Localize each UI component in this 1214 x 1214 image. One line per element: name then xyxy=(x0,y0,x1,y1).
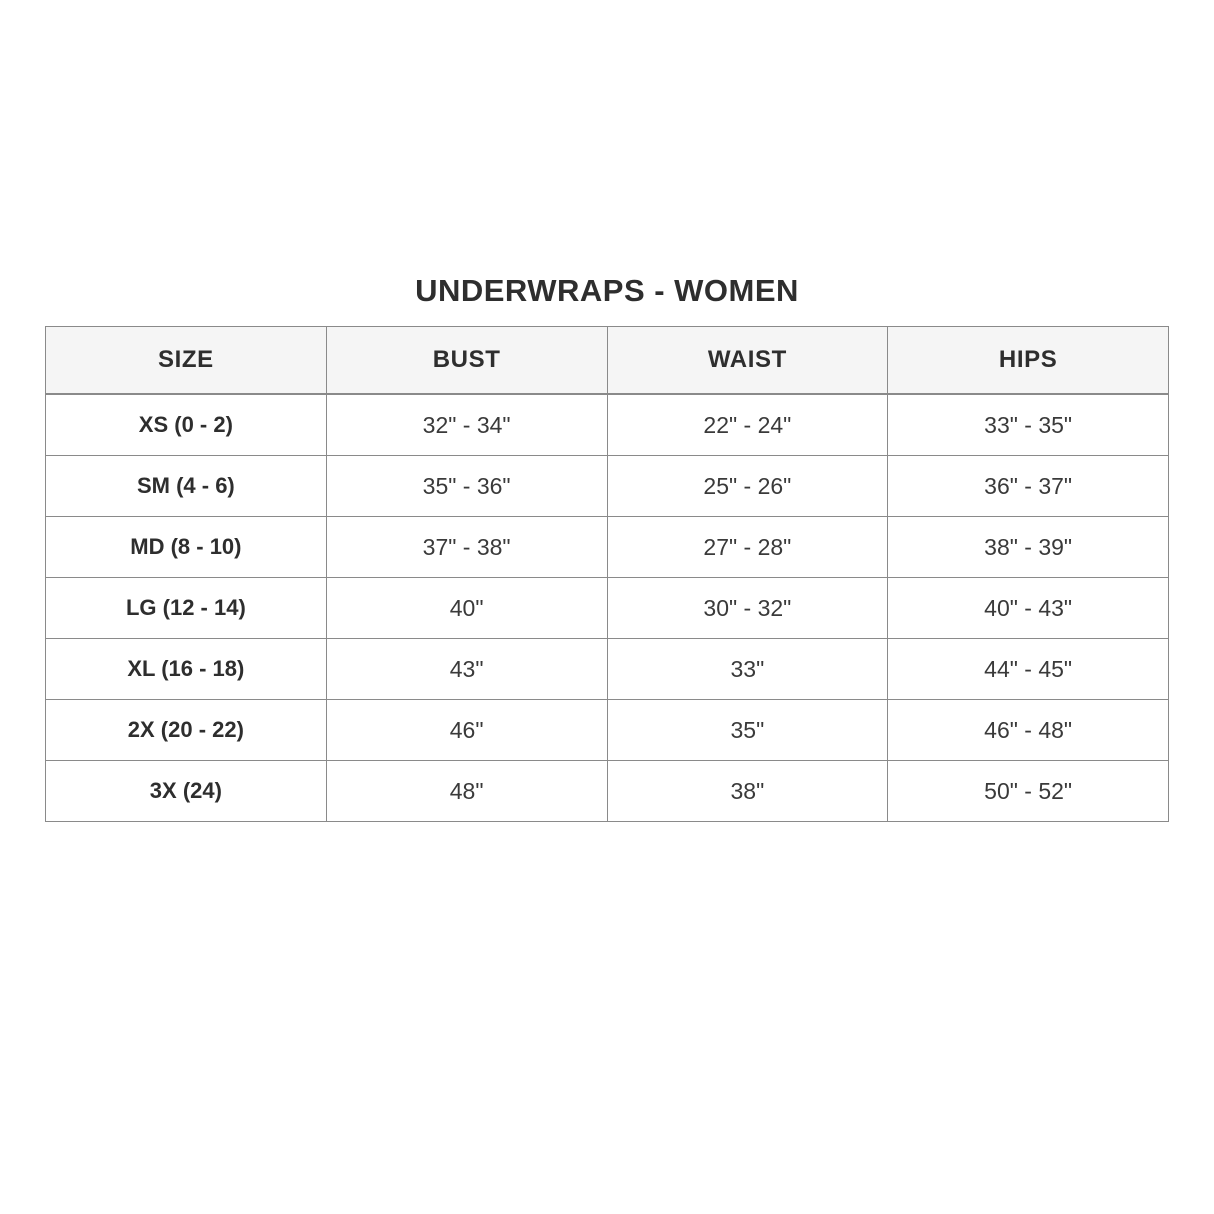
cell-bust: 32" - 34" xyxy=(326,394,607,456)
table-row xyxy=(46,761,1169,822)
cell-size: 3X (24) xyxy=(46,761,327,822)
cell-waist: 38" xyxy=(607,761,888,822)
cell-waist: 35" xyxy=(607,700,888,761)
cell-size: XL (16 - 18) xyxy=(46,639,327,700)
cell-bust: 46" xyxy=(326,700,607,761)
cell-hips: 36" - 37" xyxy=(888,456,1169,517)
cell-waist: 25" - 26" xyxy=(607,456,888,517)
cell-bust: 43" xyxy=(326,639,607,700)
cell-bust: 40" xyxy=(326,578,607,639)
cell-hips: 40" - 43" xyxy=(888,578,1169,639)
size-chart-head xyxy=(46,327,1169,395)
cell-hips: 44" - 45" xyxy=(888,639,1169,700)
cell-waist: 27" - 28" xyxy=(607,517,888,578)
table-row xyxy=(46,517,1169,578)
table-row xyxy=(46,700,1169,761)
cell-waist: 33" xyxy=(607,639,888,700)
cell-size: LG (12 - 14) xyxy=(46,578,327,639)
cell-waist: 30" - 32" xyxy=(607,578,888,639)
table-row xyxy=(46,394,1169,456)
size-chart-body xyxy=(46,394,1169,822)
table-row xyxy=(46,456,1169,517)
size-chart-table xyxy=(45,326,1169,822)
cell-hips: 46" - 48" xyxy=(888,700,1169,761)
cell-size: SM (4 - 6) xyxy=(46,456,327,517)
cell-hips: 50" - 52" xyxy=(888,761,1169,822)
cell-hips: 38" - 39" xyxy=(888,517,1169,578)
table-row xyxy=(46,639,1169,700)
column-header-waist: WAIST xyxy=(607,327,888,395)
cell-waist: 22" - 24" xyxy=(607,394,888,456)
cell-size: 2X (20 - 22) xyxy=(46,700,327,761)
cell-size: MD (8 - 10) xyxy=(46,517,327,578)
table-row xyxy=(46,578,1169,639)
cell-bust: 35" - 36" xyxy=(326,456,607,517)
size-chart-title: UNDERWRAPS - WOMEN xyxy=(415,273,799,308)
cell-hips: 33" - 35" xyxy=(888,394,1169,456)
header-row xyxy=(46,327,1169,395)
cell-size: XS (0 - 2) xyxy=(46,394,327,456)
column-header-bust: BUST xyxy=(326,327,607,395)
cell-bust: 48" xyxy=(326,761,607,822)
cell-bust: 37" - 38" xyxy=(326,517,607,578)
column-header-size: SIZE xyxy=(46,327,327,395)
column-header-hips: HIPS xyxy=(888,327,1169,395)
